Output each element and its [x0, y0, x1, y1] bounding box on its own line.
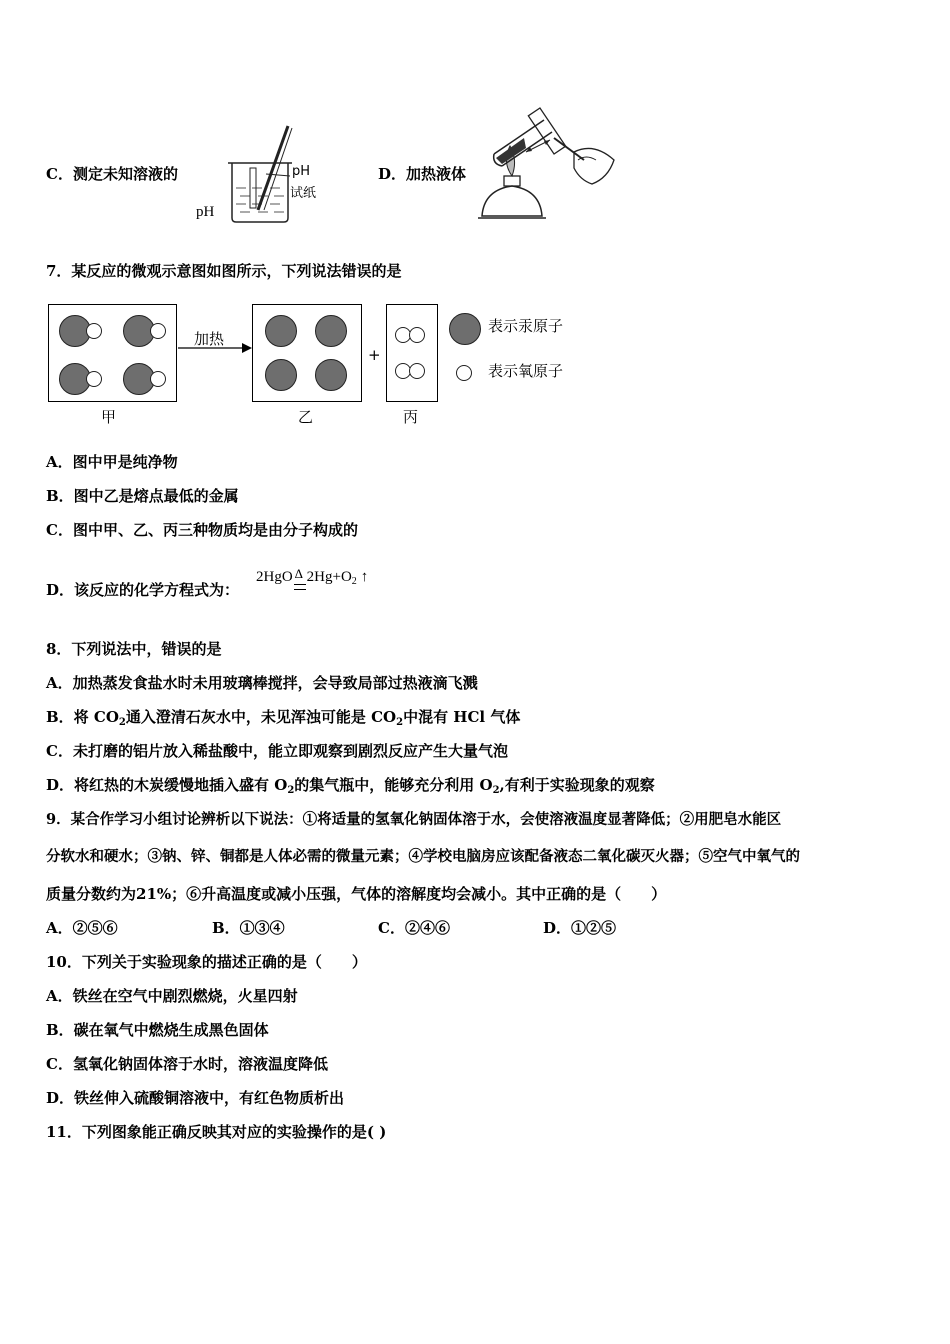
q10-option-d: D．铁丝伸入硫酸铜溶液中，有红色物质析出	[46, 1089, 345, 1107]
diagram-box-bing	[386, 304, 438, 402]
q9-option-a: A．②⑤⑥	[46, 919, 118, 937]
label-yi: 乙	[298, 408, 314, 426]
q8-option-d: D．将红热的木炭缓慢地插入盛有 $O_2$的集气瓶中，能够充分利用 $O_2$,有利于实验现象的观察	[46, 776, 655, 796]
q8-option-b: B．将 $CO_2$通入澄清石灰水中，未见浑浊可能是 $CO_2$中混有 HCl 气体	[46, 708, 521, 728]
q10-option-a: A．铁丝在空气中剧烈燃烧，火星四射	[46, 987, 298, 1005]
plus-sign: +	[368, 346, 381, 364]
q8-option-c: C．未打磨的铝片放入稀盐酸中，能立即观察到剧烈反应产生大量气泡	[46, 742, 508, 760]
legend-oxygen-label: 表示氧原子	[488, 362, 564, 380]
q6-option-d: D．加热液体	[378, 165, 467, 183]
legend-mercury-atom	[449, 313, 481, 345]
diagram-box-yi	[252, 304, 362, 402]
q8-stem: 8．下列说法中，错误的是	[46, 640, 222, 658]
q9-option-b: B．①③④	[212, 919, 285, 937]
q9-stem-line-1: 9．某合作学习小组讨论辨析以下说法：①将适量的氢氧化钠固体溶于水，会使溶液温度显著降低；②用肥皂水能区	[46, 811, 782, 828]
label-bing: 丙	[403, 408, 419, 426]
q7-option-d: D．该反应的化学方程式为：	[46, 581, 240, 599]
legend-oxygen-atom	[456, 365, 472, 381]
q9-stem-line-3: 质量分数约为21%；⑥升高温度或减小压强，气体的溶解度均会减小。其中正确的是（ ）	[46, 885, 667, 903]
heating-liquid-illustration	[474, 98, 620, 228]
q9-stem-line-2: 分软水和硬水；③钠、锌、铜都是人体必需的微量元素；④学校电脑房应该配备液态二氧化碳灭火器；⑤空气中氧气的	[46, 848, 800, 865]
q10-stem: 10．下列关于实验现象的描述正确的是（ ）	[46, 953, 367, 971]
label-jia: 甲	[101, 408, 117, 426]
q11-stem: 11．下列图象能正确反映其对应的实验操作的是( )	[46, 1123, 387, 1141]
chemical-equation: 2HgO Δ $2Hg+O_2$ ↑	[256, 569, 368, 586]
q9-option-d: D．①②⑤	[543, 919, 617, 937]
diagram-box-jia	[48, 304, 177, 402]
q7-option-c: C．图中甲、乙、丙三种物质均是由分子构成的	[46, 521, 358, 539]
q6-option-c: C．测定未知溶液的	[46, 165, 178, 183]
q7-option-b: B．图中乙是熔点最低的金属	[46, 487, 239, 505]
q10-option-b: B．碳在氧气中燃烧生成黑色固体	[46, 1021, 269, 1039]
q7-option-a: A．图中甲是纯净物	[46, 453, 178, 471]
q10-option-c: C．氢氧化钠固体溶于水时，溶液温度降低	[46, 1055, 328, 1073]
q7-stem: 7．某反应的微观示意图如图所示，下列说法错误的是	[46, 262, 402, 280]
q8-option-a: A．加热蒸发食盐水时未用玻璃棒搅拌，会导致局部过热液滴飞溅	[46, 674, 478, 692]
ph-paper-label-1: pH	[292, 164, 311, 179]
ph-paper-label-2: 试纸	[290, 186, 317, 201]
ph-label: pH	[196, 204, 215, 220]
legend-mercury-label: 表示汞原子	[488, 317, 564, 335]
q9-option-c: C．②④⑥	[378, 919, 450, 937]
arrow-label-heating: 加热	[194, 330, 225, 348]
